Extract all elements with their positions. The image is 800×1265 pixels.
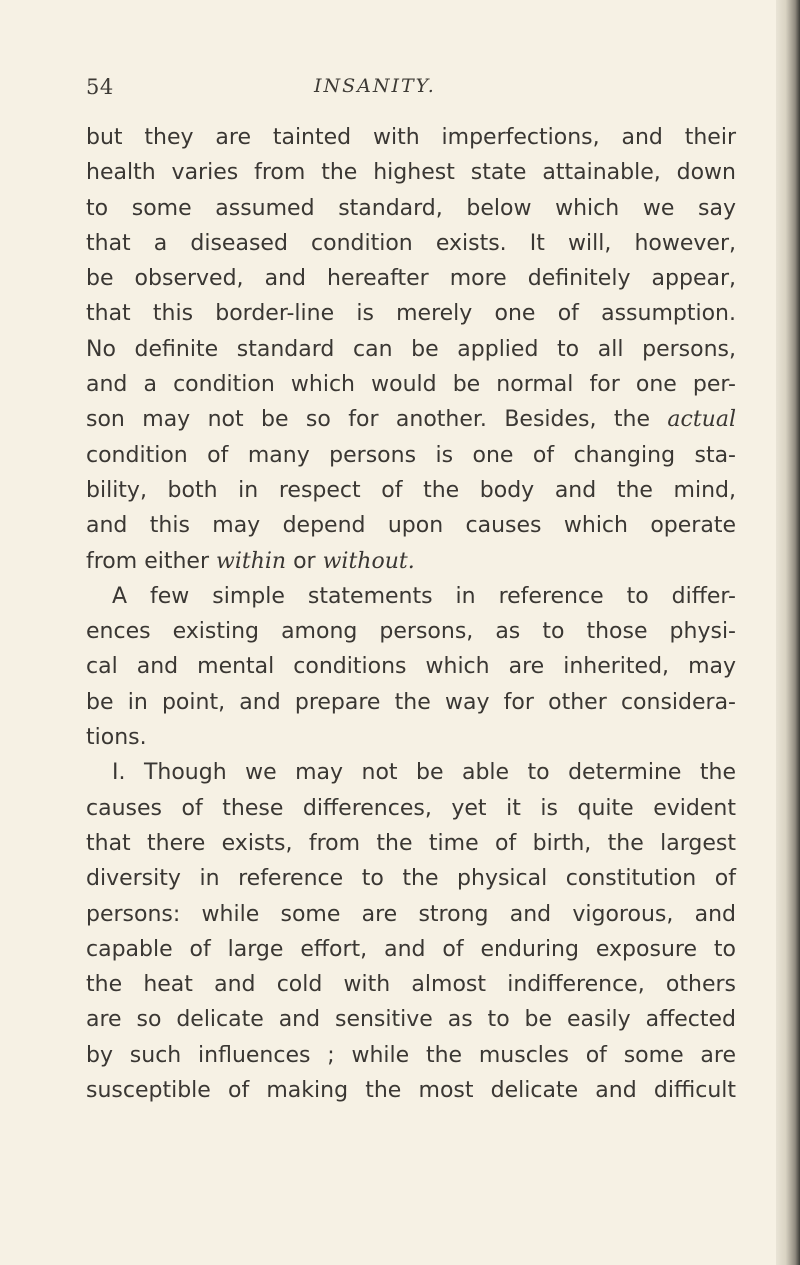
paragraph-start-line: A few simple statements in reference to differ- (112, 583, 736, 609)
text-line: ences existing among persons, as to those physi- (86, 619, 736, 645)
italic-text: within (215, 548, 287, 574)
text-line: cal and mental conditions which are inherited, may (86, 654, 736, 680)
page-edge-shadow (776, 0, 800, 1265)
italic-text: without. (322, 548, 415, 574)
text-line: No definite standard can be applied to all persons, (86, 336, 736, 362)
page-number: 54 (86, 75, 114, 99)
text-line (86, 544, 736, 579)
text-line: tions. (86, 725, 147, 751)
paragraph-start-line: I. Though we may not be able to determine the (112, 760, 736, 786)
text-line: and this may depend upon causes which operate (86, 513, 736, 539)
text-line: diversity in reference to the physical constitution of (86, 866, 736, 892)
text-line: are so delicate and sensitive as to be easily affected (86, 1007, 736, 1033)
text-line: that this border-line is merely one of assumption. (86, 301, 736, 327)
text-line: condition of many persons is one of changing sta- (86, 442, 736, 468)
text-line: but they are tainted with imperfections, and their (86, 125, 736, 150)
text-segment: or (286, 548, 323, 574)
text-line: be observed, and hereafter more definitely appear, (86, 266, 736, 292)
text-line: susceptible of making the most delicate and difficult (86, 1078, 736, 1104)
italic-text: actual (667, 407, 736, 433)
text-line: persons: while some are strong and vigorous, and (86, 901, 736, 927)
text-line: bility, both in respect of the body and the mind, (86, 477, 736, 503)
text-line: that a diseased condition exists. It will, however, (86, 230, 736, 256)
running-title: INSANITY. (314, 75, 436, 97)
text-line: causes of these differences, yet it is quite evident (86, 795, 736, 821)
text-line: to some assumed standard, below which we say (86, 195, 736, 221)
text-line: that there exists, from the time of birth, the largest (86, 830, 736, 856)
text-segment: from either (86, 548, 216, 574)
text-line: be in point, and prepare the way for other considera- (86, 689, 736, 715)
text-line: the heat and cold with almost indifference, others (86, 972, 736, 998)
text-segment: son may not be so for another. Besides, the (86, 407, 668, 433)
page-header (86, 75, 726, 105)
text-line: capable of large effort, and of enduring exposure to (86, 936, 736, 962)
body-text (86, 120, 736, 1108)
text-line: by such influences ; while the muscles of some are (86, 1042, 736, 1068)
text-line (86, 402, 736, 437)
text-line: health varies from the highest state attainable, down (86, 160, 736, 186)
text-line: and a condition which would be normal for one per- (86, 372, 736, 398)
